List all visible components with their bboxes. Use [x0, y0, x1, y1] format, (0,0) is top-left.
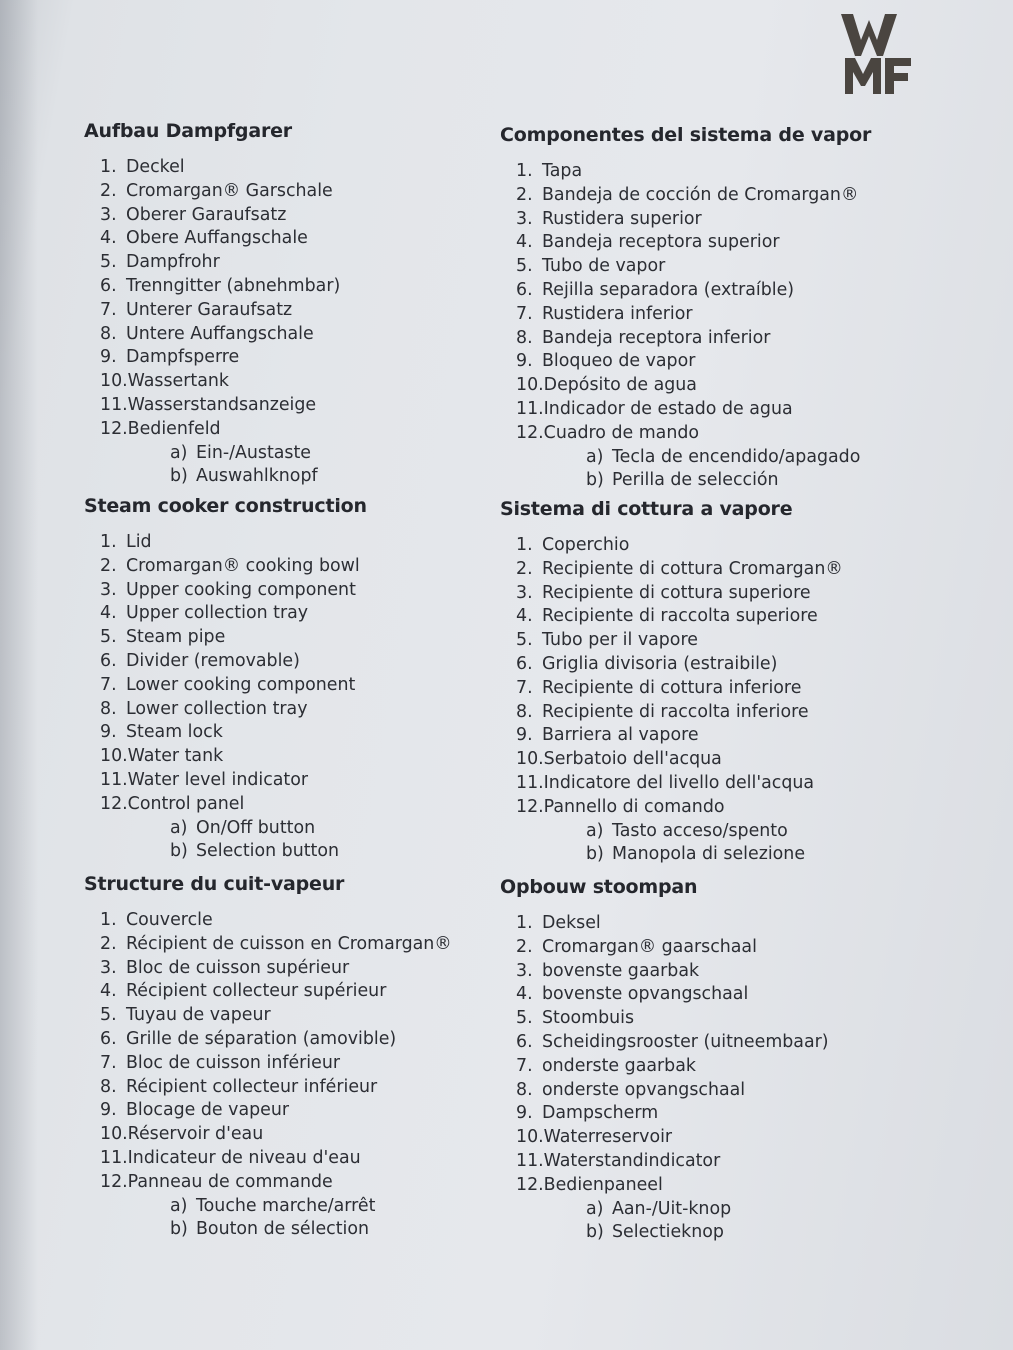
item-number: 9.: [100, 722, 117, 743]
item-label: Lower collection tray: [126, 698, 308, 719]
list-item: [100, 1099, 514, 1123]
item-label: Recipiente di cottura superiore: [542, 582, 811, 603]
list-item: [100, 745, 514, 769]
list-item: [516, 1102, 930, 1126]
item-label: Cromargan® Garschale: [126, 180, 333, 201]
list-item: [100, 1147, 514, 1171]
item-number: 10.: [100, 371, 128, 392]
item-number: 6.: [516, 279, 533, 300]
list-item: [516, 1150, 930, 1174]
list-item: [516, 983, 930, 1007]
item-number: 3.: [100, 957, 117, 978]
item-number: 6.: [100, 275, 117, 296]
item-label: Grille de séparation (amovible): [126, 1028, 397, 1049]
item-number: 6.: [100, 1028, 117, 1049]
list-item: [516, 558, 930, 582]
item-label: Rustidera inferior: [542, 303, 693, 324]
item-label: Steam pipe: [126, 627, 226, 648]
item-label: Lid: [126, 532, 152, 552]
item-label: Bouton de sélection: [196, 1219, 370, 1240]
list-item: [516, 208, 930, 232]
section-italian: [500, 498, 930, 867]
item-label: Stoombuis: [542, 1008, 635, 1029]
component-list: [84, 909, 514, 1242]
item-number: 6.: [516, 1031, 533, 1052]
item-number: b): [586, 470, 604, 491]
list-item: [100, 1123, 514, 1147]
list-item: [100, 227, 514, 251]
page-binding-shadow: [0, 0, 38, 1350]
list-item: [100, 156, 514, 180]
item-label: Dampscherm: [542, 1103, 659, 1124]
item-number: 3.: [516, 208, 533, 229]
item-number: b): [586, 844, 604, 865]
item-number: 7.: [100, 1052, 117, 1073]
section-german: [84, 120, 514, 489]
list-item: [100, 933, 514, 957]
item-label: Bandeja de cocción de Cromargan®: [542, 184, 859, 205]
item-label: onderste opvangschaal: [542, 1079, 746, 1100]
item-number: 4.: [100, 228, 117, 249]
item-number: 5.: [100, 627, 117, 648]
item-number: 1.: [516, 161, 533, 181]
list-item: [100, 769, 514, 793]
list-item: [100, 180, 514, 204]
item-number: 12.: [100, 793, 128, 814]
list-item: [100, 1076, 514, 1100]
item-number: 11.: [100, 769, 128, 790]
list-item: [100, 346, 514, 370]
item-number: 1.: [100, 157, 117, 177]
section-french: [84, 873, 514, 1242]
list-item: [516, 724, 930, 748]
item-number: 2.: [100, 933, 117, 954]
item-label: Bedienfeld: [127, 418, 221, 439]
list-item: [100, 555, 514, 579]
item-number: 5.: [516, 630, 533, 651]
list-item: [516, 303, 930, 327]
item-label: Dampfsperre: [126, 347, 240, 368]
item-number: 12.: [516, 1174, 544, 1195]
list-item: [100, 323, 514, 347]
list-item: [100, 299, 514, 323]
item-label: Obere Auffangschale: [126, 228, 308, 249]
item-number: 1.: [516, 535, 533, 555]
item-number: 1.: [516, 913, 533, 933]
item-label: Waterreservoir: [543, 1127, 673, 1148]
list-item: [100, 275, 514, 299]
item-label: Bloc de cuisson supérieur: [126, 957, 350, 978]
item-number: 8.: [100, 698, 117, 719]
item-label: Rustidera superior: [542, 208, 702, 229]
item-number: 9.: [516, 351, 533, 372]
list-item: [100, 394, 514, 418]
item-label: Wassertank: [127, 371, 229, 392]
item-number: 3.: [516, 582, 533, 603]
item-number: 10.: [100, 746, 128, 767]
item-number: 7.: [516, 303, 533, 324]
item-label: Réservoir d'eau: [127, 1124, 264, 1145]
list-item: [100, 1028, 514, 1052]
wmf-logo-mark: [839, 6, 915, 98]
component-list: [84, 156, 514, 489]
item-label: Panneau de commande: [127, 1171, 333, 1192]
item-label: Lower cooking component: [126, 674, 356, 695]
item-number: 9.: [100, 1100, 117, 1121]
section-title: Opbouw stoompan: [500, 876, 698, 898]
item-label: Untere Auffangschale: [126, 323, 314, 344]
item-label: Indicateur de niveau d'eau: [127, 1147, 361, 1168]
list-item: [516, 629, 930, 653]
list-item: [516, 1031, 930, 1055]
item-number: 11.: [516, 398, 544, 419]
sub-list-item: [516, 1198, 930, 1222]
item-number: 3.: [100, 204, 117, 225]
item-number: 10.: [516, 749, 544, 770]
item-label: Wasserstandsanzeige: [127, 394, 317, 415]
item-number: 9.: [100, 347, 117, 368]
list-item: [516, 327, 930, 351]
item-label: Oberer Garaufsatz: [126, 204, 287, 225]
list-item: [100, 980, 514, 1004]
item-label: Bandeja receptora inferior: [542, 327, 771, 348]
item-number: b): [170, 841, 188, 862]
section-title: Structure du cuit-vapeur: [84, 873, 345, 895]
item-label: bovenste gaarbak: [542, 960, 700, 981]
item-label: Recipiente di cottura Cromargan®: [542, 558, 843, 579]
item-number: 3.: [516, 960, 533, 981]
item-label: onderste gaarbak: [542, 1055, 696, 1076]
item-label: Upper collection tray: [126, 603, 309, 624]
item-label: Scheidingsrooster (uitneembaar): [542, 1031, 829, 1052]
section-english: [84, 495, 514, 864]
item-number: 8.: [516, 701, 533, 722]
item-number: 12.: [100, 418, 128, 439]
item-number: 6.: [516, 653, 533, 674]
list-item: [516, 1007, 930, 1031]
list-item: [516, 1055, 930, 1079]
list-item: [516, 279, 930, 303]
list-item: [516, 422, 930, 446]
item-label: Barriera al vapore: [542, 725, 699, 746]
item-number: 4.: [516, 984, 533, 1005]
sub-list-item: [100, 465, 514, 489]
item-label: Recipiente di cottura inferiore: [542, 677, 802, 698]
list-item: [100, 251, 514, 275]
item-number: 11.: [100, 1147, 128, 1168]
sub-list-item: [516, 843, 930, 867]
sub-list-item: [516, 820, 930, 844]
list-item: [516, 748, 930, 772]
list-item: [516, 653, 930, 677]
section-dutch: [500, 876, 930, 1245]
item-number: 12.: [516, 422, 544, 443]
item-label: Cromargan® cooking bowl: [126, 555, 360, 576]
sub-list-item: [516, 446, 930, 470]
list-item: [100, 579, 514, 603]
list-item: [516, 350, 930, 374]
component-list: [500, 534, 930, 867]
item-label: Tapa: [542, 161, 583, 181]
list-item: [516, 912, 930, 936]
list-item: [516, 605, 930, 629]
sub-list-item: [100, 840, 514, 864]
item-number: 1.: [100, 910, 117, 930]
list-item: [516, 1126, 930, 1150]
sub-list-item: [516, 1221, 930, 1245]
list-item: [100, 626, 514, 650]
item-label: Selection button: [196, 841, 340, 862]
item-label: Griglia divisoria (estraibile): [542, 653, 778, 674]
list-item: [516, 772, 930, 796]
item-number: 7.: [100, 299, 117, 320]
item-label: Auswahlknopf: [196, 466, 318, 487]
list-item: [100, 531, 514, 555]
item-label: Perilla de selección: [612, 470, 779, 491]
item-number: 11.: [100, 394, 128, 415]
item-label: Indicatore del livello dell'acqua: [543, 772, 815, 793]
list-item: [100, 793, 514, 817]
item-label: Touche marche/arrêt: [196, 1195, 376, 1216]
item-label: Tuyau de vapeur: [126, 1005, 271, 1026]
list-item: [516, 184, 930, 208]
list-item: [516, 1079, 930, 1103]
item-number: 4.: [100, 981, 117, 1002]
section-title: Componentes del sistema de vapor: [500, 124, 872, 146]
list-item: [100, 957, 514, 981]
item-number: 9.: [516, 1103, 533, 1124]
list-item: [100, 721, 514, 745]
item-label: Serbatoio dell'acqua: [543, 749, 722, 770]
wmf-logo: [839, 6, 915, 98]
item-label: Recipiente di raccolta superiore: [542, 606, 818, 627]
list-item: [516, 796, 930, 820]
item-label: Divider (removable): [126, 650, 300, 671]
item-number: 6.: [100, 650, 117, 671]
item-label: Tubo de vapor: [542, 256, 666, 277]
item-label: Unterer Garaufsatz: [126, 299, 293, 320]
item-number: 11.: [516, 772, 544, 793]
list-item: [100, 1171, 514, 1195]
list-item: [516, 231, 930, 255]
item-number: 2.: [100, 555, 117, 576]
item-number: b): [170, 466, 188, 487]
item-label: Ein-/Austaste: [196, 442, 312, 463]
item-label: Bedienpaneel: [543, 1174, 663, 1195]
list-item: [516, 582, 930, 606]
item-number: b): [586, 1222, 604, 1243]
item-label: Dampfrohr: [126, 252, 220, 273]
item-label: Depósito de agua: [543, 375, 697, 396]
item-label: Upper cooking component: [126, 579, 356, 600]
item-number: 10.: [516, 1127, 544, 1148]
item-number: 4.: [100, 603, 117, 624]
item-label: Recipiente di raccolta inferiore: [542, 701, 809, 722]
item-label: Tecla de encendido/apagado: [612, 446, 861, 467]
list-item: [100, 674, 514, 698]
item-number: 2.: [516, 184, 533, 205]
item-label: Couvercle: [126, 910, 213, 930]
item-number: a): [586, 446, 604, 467]
item-label: Cuadro de mando: [543, 422, 700, 443]
item-number: 12.: [100, 1171, 128, 1192]
list-item: [516, 374, 930, 398]
list-item: [516, 160, 930, 184]
item-label: On/Off button: [196, 817, 316, 838]
section-title: Steam cooker construction: [84, 495, 367, 517]
item-number: 3.: [100, 579, 117, 600]
item-label: bovenste opvangschaal: [542, 984, 749, 1005]
item-number: a): [170, 817, 188, 838]
item-number: 8.: [516, 1079, 533, 1100]
item-label: Aan-/Uit-knop: [612, 1198, 732, 1219]
section-title: Aufbau Dampfgarer: [84, 120, 292, 142]
component-list: [500, 912, 930, 1245]
sub-list-item: [100, 817, 514, 841]
item-label: Bloc de cuisson inférieur: [126, 1052, 341, 1073]
item-label: Pannello di comando: [543, 796, 725, 817]
item-number: 5.: [516, 1008, 533, 1029]
item-number: a): [586, 1198, 604, 1219]
list-item: [516, 701, 930, 725]
item-number: 10.: [516, 375, 544, 396]
list-item: [516, 960, 930, 984]
item-label: Deckel: [126, 157, 185, 177]
component-list: [84, 531, 514, 864]
sub-list-item: [516, 469, 930, 493]
item-label: Control panel: [127, 793, 245, 814]
item-number: 1.: [100, 532, 117, 552]
list-item: [100, 650, 514, 674]
item-label: Tubo per il vapore: [542, 630, 698, 651]
list-item: [516, 534, 930, 558]
item-number: 2.: [100, 180, 117, 201]
item-label: Bandeja receptora superior: [542, 232, 780, 253]
item-number: 8.: [100, 323, 117, 344]
item-number: 10.: [100, 1124, 128, 1145]
list-item: [516, 936, 930, 960]
list-item: [100, 602, 514, 626]
item-number: a): [170, 442, 188, 463]
item-number: 2.: [516, 936, 533, 957]
list-item: [100, 909, 514, 933]
item-label: Steam lock: [126, 722, 223, 743]
item-number: 2.: [516, 558, 533, 579]
item-label: Bloqueo de vapor: [542, 351, 696, 372]
section-spanish: [500, 124, 930, 493]
item-label: Récipient de cuisson en Cromargan®: [126, 933, 452, 954]
list-item: [516, 255, 930, 279]
item-number: 5.: [100, 1005, 117, 1026]
item-number: 12.: [516, 796, 544, 817]
item-number: 11.: [516, 1150, 544, 1171]
list-item: [100, 418, 514, 442]
item-number: 8.: [516, 327, 533, 348]
list-item: [516, 677, 930, 701]
item-label: Blocage de vapeur: [126, 1100, 290, 1121]
item-label: Coperchio: [542, 535, 630, 555]
item-label: Deksel: [542, 913, 601, 933]
item-number: 4.: [516, 232, 533, 253]
item-label: Trenngitter (abnehmbar): [126, 275, 341, 296]
item-number: 7.: [516, 677, 533, 698]
item-number: 9.: [516, 725, 533, 746]
item-label: Waterstandindicator: [543, 1150, 721, 1171]
list-item: [100, 1052, 514, 1076]
sub-list-item: [100, 1195, 514, 1219]
list-item: [516, 398, 930, 422]
item-label: Indicador de estado de agua: [543, 398, 793, 419]
sub-list-item: [100, 1218, 514, 1242]
item-label: Manopola di selezione: [612, 844, 806, 865]
item-label: Rejilla separadora (extraíble): [542, 279, 795, 300]
item-label: Water tank: [127, 746, 224, 767]
item-label: Récipient collecteur inférieur: [126, 1076, 378, 1097]
list-item: [100, 1004, 514, 1028]
list-item: [100, 698, 514, 722]
list-item: [100, 204, 514, 228]
item-number: b): [170, 1219, 188, 1240]
item-number: a): [170, 1195, 188, 1216]
item-number: 7.: [516, 1055, 533, 1076]
item-label: Cromargan® gaarschaal: [542, 936, 757, 957]
item-label: Récipient collecteur supérieur: [126, 981, 387, 1002]
item-label: Selectieknop: [612, 1222, 724, 1243]
item-number: 4.: [516, 606, 533, 627]
list-item: [100, 370, 514, 394]
item-number: 5.: [100, 252, 117, 273]
item-number: 8.: [100, 1076, 117, 1097]
sub-list-item: [100, 442, 514, 466]
section-title: Sistema di cottura a vapore: [500, 498, 793, 520]
item-number: a): [586, 820, 604, 841]
item-label: Tasto acceso/spento: [612, 820, 788, 841]
list-item: [516, 1174, 930, 1198]
component-list: [500, 160, 930, 493]
item-label: Water level indicator: [127, 769, 309, 790]
item-number: 7.: [100, 674, 117, 695]
item-number: 5.: [516, 256, 533, 277]
